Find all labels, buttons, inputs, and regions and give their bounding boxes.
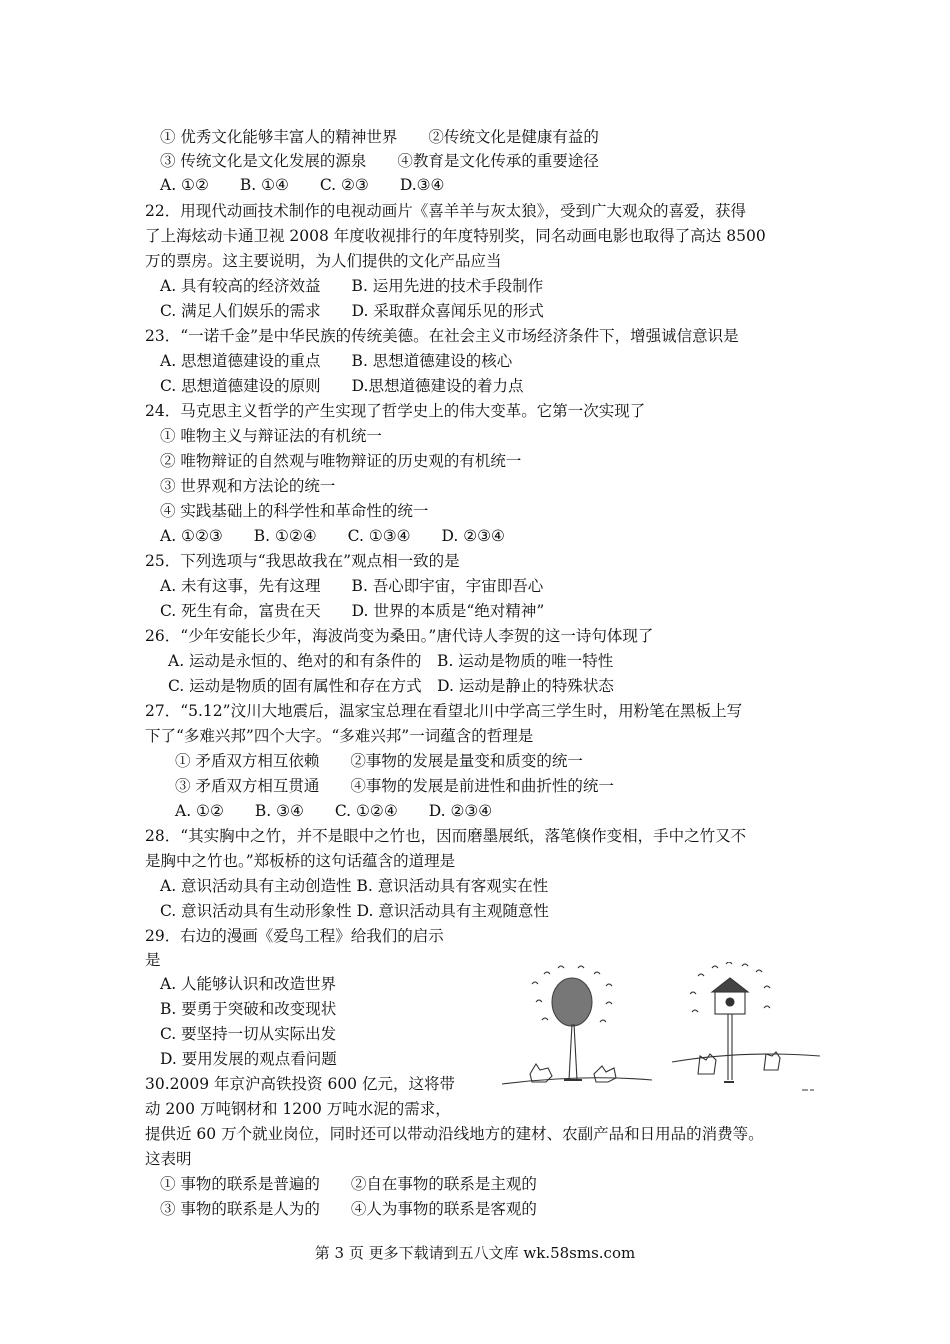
q24-item-4: ④ 实践基础上的科学性和革命性的统一 [160, 502, 429, 520]
q26-choices-cd: C. 运动是物质的固有属性和存在方式 D. 运动是静止的特殊状态 [168, 677, 614, 695]
q30-items-1-2: ① 事物的联系是普遍的 ②自在事物的联系是主观的 [160, 1175, 537, 1193]
q28-choices-ab: A. 意识活动具有主动创造性 B. 意识活动具有客观实在性 [160, 877, 549, 895]
q21-option-3-4: ③ 传统文化是文化发展的源泉 ④教育是文化传承的重要途径 [160, 152, 599, 170]
q23-stem: 23．“一诺千金”是中华民族的传统美德。在社会主义市场经济条件下，增强诚信意识是 [145, 327, 739, 345]
q22-stem-line-2: 了上海炫动卡通卫视 2008 年度收视排行的年度特别奖，同名动画电影也取得了高达 8500 [145, 227, 766, 245]
q28-choices-cd: C. 意识活动具有生动形象性 D. 意识活动具有主观随意性 [160, 902, 549, 920]
page-footer: 第 3 页 更多下载请到五八文库 wk.58sms.com [314, 1244, 636, 1262]
q26-stem: 26．“少年安能长少年，海波尚变为桑田。”唐代诗人李贺的这一诗句体现了 [145, 627, 654, 645]
q30-items-3-4: ③ 事物的联系是人为的 ④人为事物的联系是客观的 [160, 1200, 537, 1218]
q26-choices-ab: A. 运动是永恒的、绝对的和有条件的 B. 运动是物质的唯一特性 [168, 652, 614, 670]
q24-item-2: ② 唯物辩证的自然观与唯物辩证的历史观的有机统一 [160, 452, 522, 470]
q27-stem-line-1: 27．“5.12”汶川大地震后，温家宝总理在看望北川中学高三学生时，用粉笔在黑板上写 [145, 702, 743, 720]
q29-choice-b: B. 要勇于突破和改变现状 [160, 1000, 337, 1018]
q22-stem-line-1: 22．用现代动画技术制作的电视动画片《喜羊羊与灰太狼》，受到广大观众的喜爱，获得 [145, 202, 746, 220]
q27-items-3-4: ③ 矛盾双方相互贯通 ④事物的发展是前进性和曲折性的统一 [175, 777, 614, 795]
q30-stem-line-2: 动 200 万吨钢材和 1200 万吨水泥的需求， [145, 1100, 451, 1118]
q22-stem-line-3: 万的票房。这主要说明，为人们提供的文化产品应当 [145, 252, 502, 270]
q24-choices: A. ①②③ B. ①②④ C. ①③④ D. ②③④ [160, 527, 505, 545]
q21-option-1-2: ① 优秀文化能够丰富人的精神世界 ②传统文化是健康有益的 [160, 128, 599, 146]
q29-choice-d: D. 要用发展的观点看问题 [160, 1050, 337, 1068]
q25-choices-cd: C. 死生有命，富贵在天 D. 世界的本质是“绝对精神” [160, 602, 545, 620]
q30-stem-line-3: 提供近 60 万个就业岗位，同时还可以带动沿线地方的建材、农副产品和日用品的消费等。 [145, 1125, 764, 1143]
q27-stem-line-2: 下了“多难兴邦”四个大字。“多难兴邦”一词蕴含的哲理是 [145, 727, 534, 745]
q29-stem-line-2: 是 [145, 951, 161, 969]
q30-stem-line-1: 30.2009 年京沪高铁投资 600 亿元，这将带 [145, 1075, 455, 1093]
q27-items-1-2: ① 矛盾双方相互依赖 ②事物的发展是量变和质变的统一 [175, 752, 583, 770]
q28-stem-line-1: 28．“其实胸中之竹，并不是眼中之竹也，因而磨墨展纸，落笔倏作变相，手中之竹又不 [145, 827, 747, 845]
q24-item-1: ① 唯物主义与辩证法的有机统一 [160, 427, 382, 445]
q21-choices: A. ①② B. ①④ C. ②③ D.③④ [160, 176, 445, 194]
q22-choices-ab: A. 具有较高的经济效益 B. 运用先进的技术手段制作 [160, 277, 544, 295]
q22-choices-cd: C. 满足人们娱乐的需求 D. 采取群众喜闻乐见的形式 [160, 302, 544, 320]
q27-choices: A. ①② B. ③④ C. ①②④ D. ②③④ [175, 802, 493, 820]
q24-stem: 24．马克思主义哲学的产生实现了哲学史上的伟大变革。它第一次实现了 [145, 402, 646, 420]
q23-choices-ab: A. 思想道德建设的重点 B. 思想道德建设的核心 [160, 352, 513, 370]
q25-choices-ab: A. 未有这事，先有这理 B. 吾心即宇宙，宇宙即吾心 [160, 577, 544, 595]
q23-choices-cd: C. 思想道德建设的原则 D.思想道德建设的着力点 [160, 377, 524, 395]
q30-stem-line-4: 这表明 [145, 1150, 192, 1168]
bird-project-cartoon [502, 962, 820, 1100]
q29-choice-c: C. 要坚持一切从实际出发 [160, 1025, 337, 1043]
q25-stem: 25．下列选项与“我思故我在”观点相一致的是 [145, 552, 460, 570]
q24-item-3: ③ 世界观和方法论的统一 [160, 477, 336, 495]
q29-stem-line-1: 29．右边的漫画《爱鸟工程》给我们的启示 [145, 927, 444, 945]
q28-stem-line-2: 是胸中之竹也。”郑板桥的这句话蕴含的道理是 [145, 852, 456, 870]
q29-choice-a: A. 人能够认识和改造世界 [160, 975, 337, 993]
